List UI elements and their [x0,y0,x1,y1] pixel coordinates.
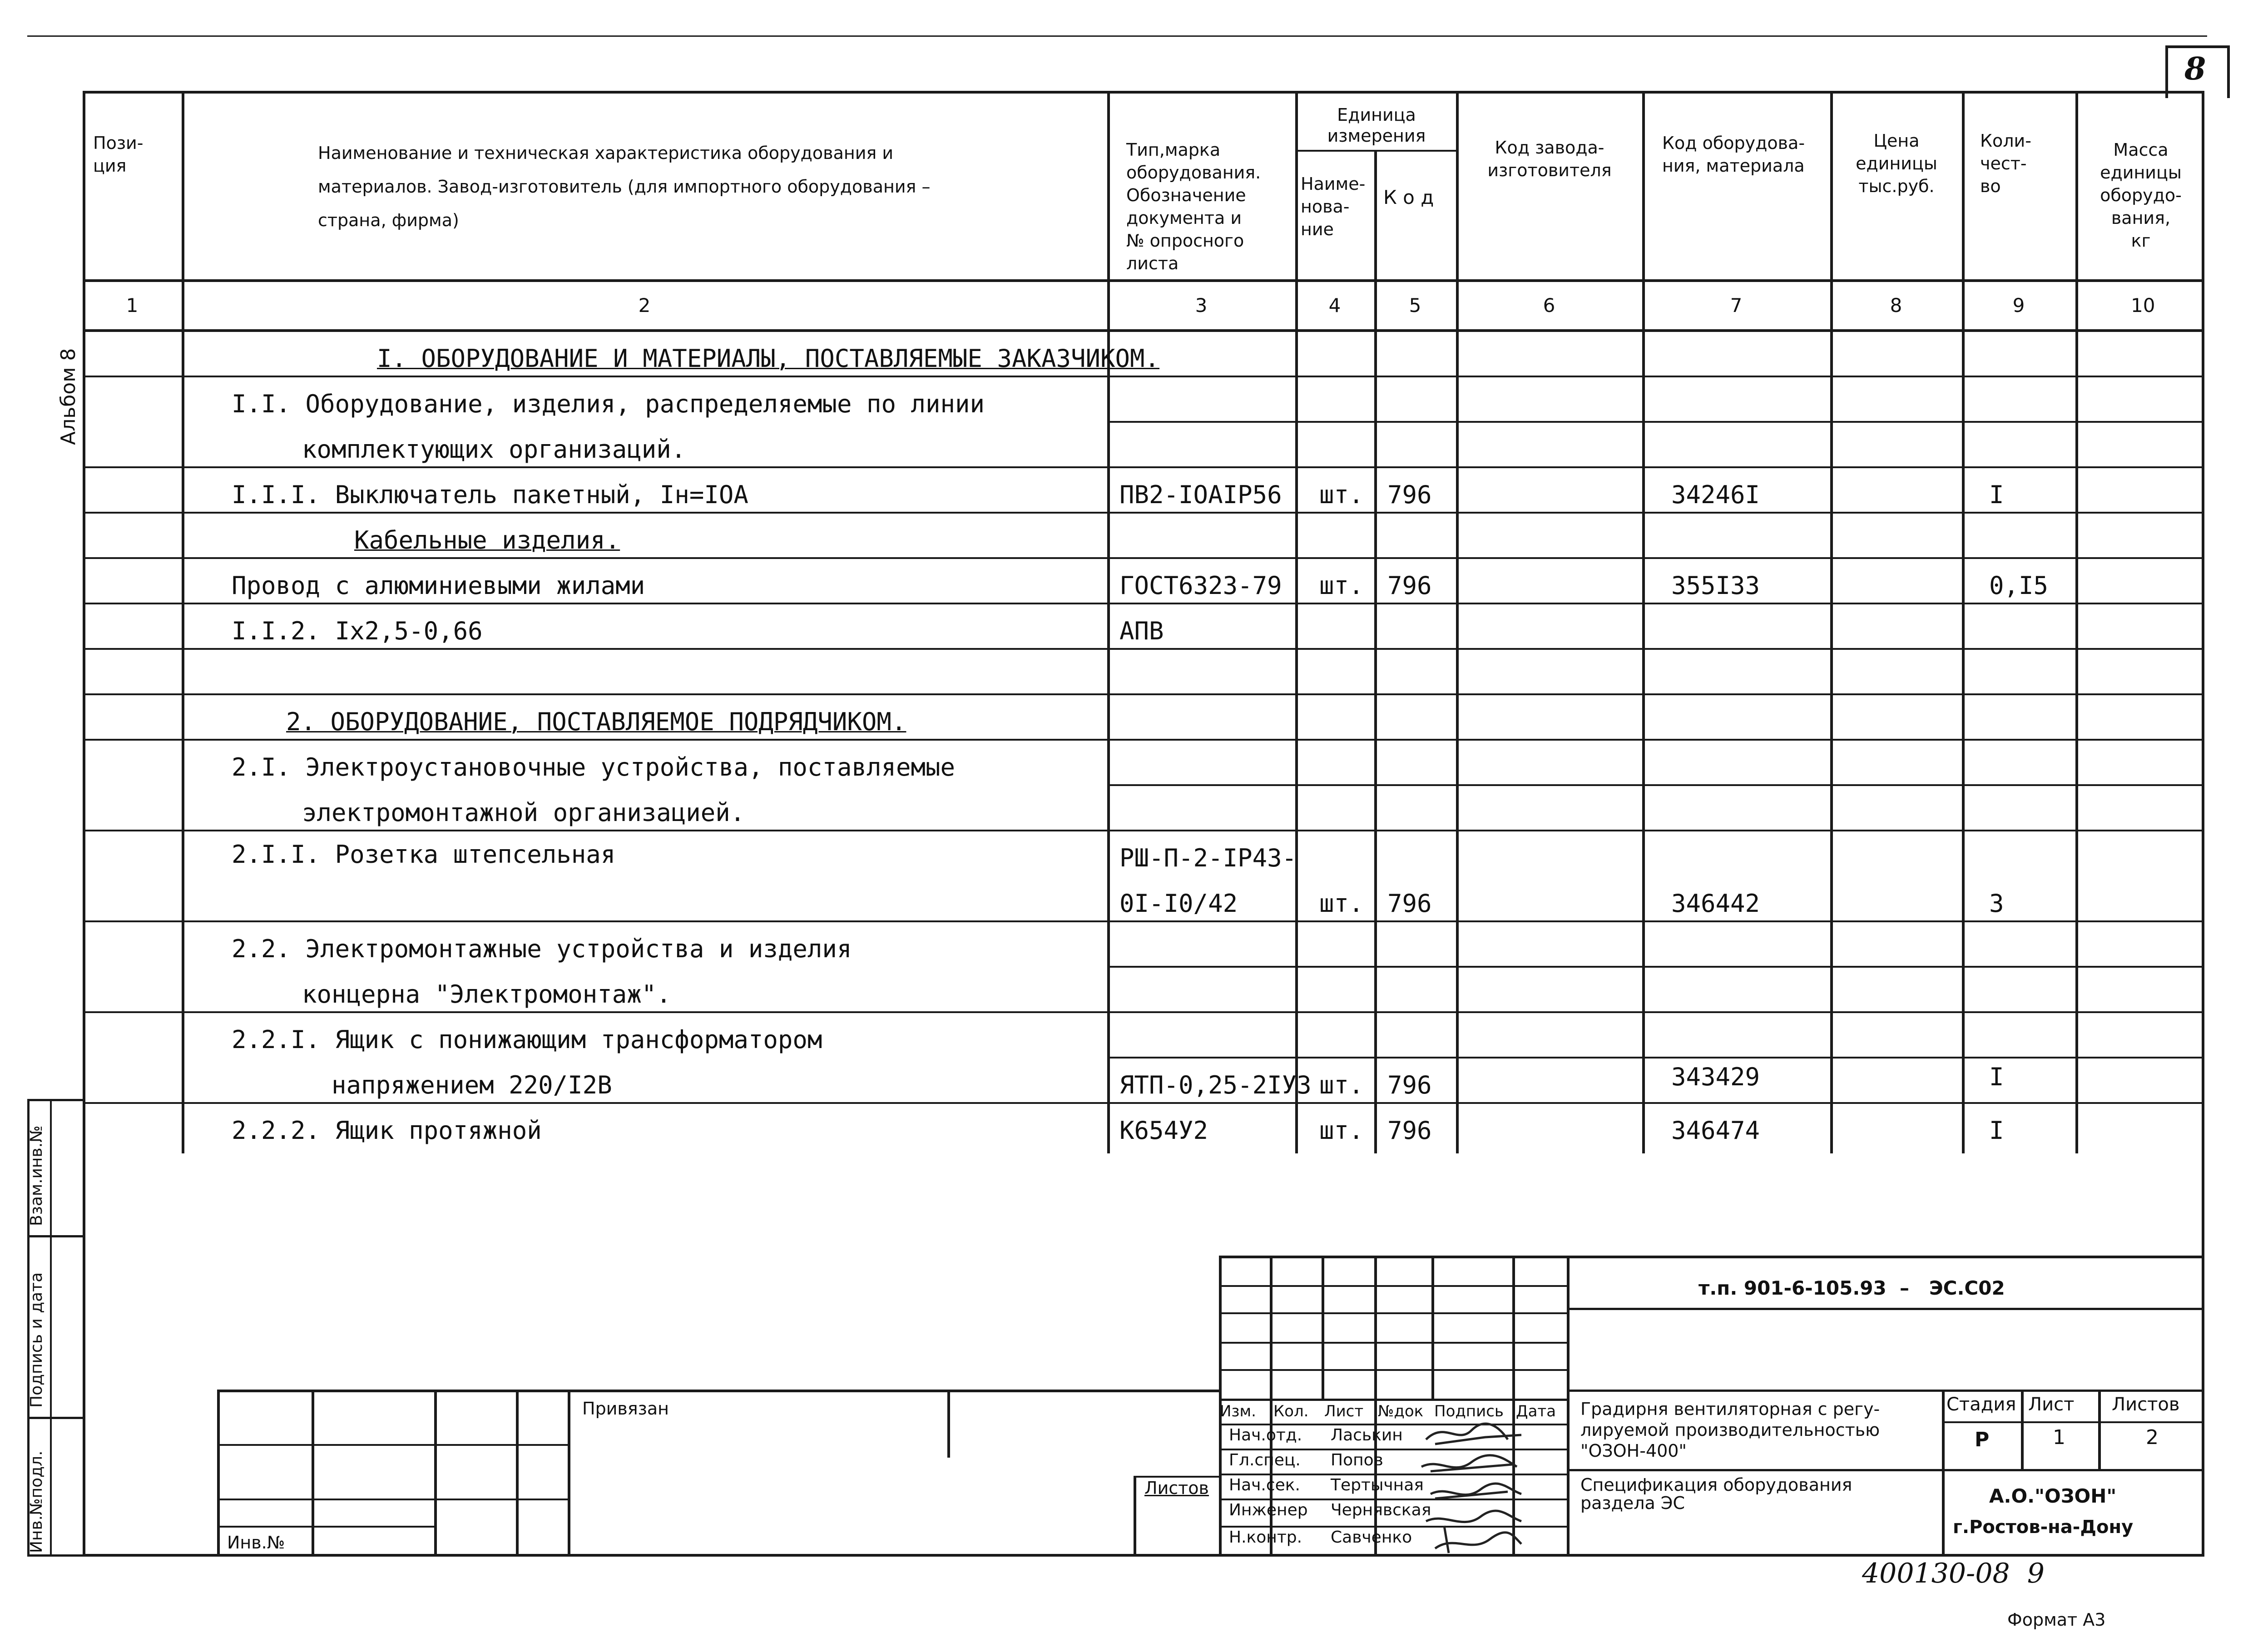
bound-inv-label: Инв.№ [227,1533,285,1553]
signature-name: Савченко [1331,1528,1412,1547]
tb-vline-2 [1322,1256,1324,1401]
tb-rhline-3 [1567,1469,2204,1471]
bound-vline-3 [516,1390,519,1557]
row-name: электромонтажной организацией. [302,798,745,827]
bound-vline-1 [312,1390,314,1557]
row-unit: шт. [1319,480,1364,509]
row-unit: шт. [1319,1071,1364,1099]
row-name: 2. ОБОРУДОВАНИЕ, ПОСТАВЛЯЕМОЕ ПОДРЯДЧИКОМ. [286,707,906,736]
row-divider [1107,966,2204,968]
vline-8 [1962,91,1965,1153]
row-type: ЯТП-0,25-2IУ3 [1119,1071,1312,1099]
column-number: 5 [1409,294,1421,317]
header-mass: Масса единицы оборудо- вания, кг [2100,140,2182,251]
tb-rhline-1 [1567,1308,2204,1310]
row-material-code: 343429 [1671,1063,1760,1091]
row-name: напряжением 220/I2В [332,1071,612,1099]
tb-rvline-2 [2021,1390,2024,1469]
vline-7 [1830,91,1833,1153]
row-divider [83,1011,2204,1013]
tb-rvline-1 [1942,1390,1945,1557]
bound-block [217,1390,1221,1557]
col-ndok-label: №док [1378,1402,1424,1420]
row-divider [83,739,2204,741]
col-list-label: Лист [1324,1402,1364,1420]
row-name: I.I. Оборудование, изделия, распределяемые по линии [232,390,985,418]
top-rule [27,35,2207,37]
row-material-code: 346442 [1671,889,1760,918]
row-unit-code: 796 [1387,571,1432,600]
col-podpis-label: Подпись [1434,1402,1504,1420]
tb-hline-4 [1219,1369,1567,1371]
column-number: 7 [1730,294,1743,317]
left-stamp-divider-2 [27,1417,83,1419]
row-divider [1107,784,2204,786]
row-name: комплектующих организаций. [302,435,686,464]
tb-rhline-2 [1567,1390,2204,1392]
row-unit-code: 796 [1387,480,1432,509]
column-number: 3 [1195,294,1208,317]
left-stamp-inner-line [50,1099,52,1557]
row-material-code: 34246I [1671,480,1760,509]
row-type: 0I-I0/42 [1119,889,1238,918]
signature-role: Нач.отд. [1229,1426,1302,1444]
row-material-code: 355I33 [1671,571,1760,600]
list-label: Лист [2028,1394,2075,1415]
org-line-2: г.Ростов-на-Дону [1953,1517,2134,1538]
row-divider [83,466,2204,468]
row-divider [83,830,2204,831]
album-label: Альбом 8 [57,348,80,445]
vline-3 [1295,91,1298,1153]
left-stamp-divider-1 [27,1235,83,1237]
row-quantity: I [1989,1063,2004,1091]
row-divider [83,603,2204,604]
row-name: Кабельные изделия. [354,526,620,554]
vline-4 [1374,150,1377,1153]
column-number: 2 [638,294,651,317]
handwritten-signatures [1417,1412,1535,1558]
header-unit-group: Единица измерения [1327,105,1426,146]
column-number: 6 [1543,294,1555,317]
signature-name: Чернявская [1331,1501,1431,1519]
bound-hline-2 [217,1444,568,1446]
sheet-title: Спецификация оборудования раздела ЭС [1580,1475,1852,1513]
bound-vline-2 [434,1390,437,1557]
vline-5 [1456,91,1459,1153]
header-position: Пози- ция [93,133,144,176]
row-divider [83,512,2204,514]
row-quantity: I [1989,1116,2004,1145]
column-number: 10 [2131,294,2155,317]
signature-name: Попов [1331,1451,1383,1469]
bound-hline-4 [1134,1476,1221,1478]
row-unit: шт. [1319,571,1364,600]
row-type: ПВ2-IOAIP56 [1119,480,1282,509]
lists-value: 2 [2146,1426,2159,1449]
row-unit: шт. [1319,889,1364,918]
tb-hline-1 [1219,1285,1567,1287]
row-quantity: 3 [1989,889,2004,918]
tb-vline-6 [1567,1256,1570,1557]
row-unit-code: 796 [1387,1071,1432,1099]
header-quantity: Коли- чест- во [1980,131,2031,196]
colnum-bottom-line [83,329,2204,332]
bound-vline-5 [947,1390,950,1458]
vline-2 [1107,91,1110,1153]
header-plant-code: Код завода- изготовителя [1487,138,1612,180]
tb-vline-4 [1431,1256,1434,1401]
row-name: концерна "Электромонтаж". [302,980,671,1009]
row-divider [83,557,2204,559]
header-type: Тип,марка оборудования. Обозначение документа и № опросного листа [1126,140,1261,273]
bound-vline-6 [1134,1476,1136,1557]
bound-hline-1 [217,1526,434,1528]
vline-1 [182,91,184,1153]
signature-name: Ласькин [1331,1426,1403,1444]
column-number: 9 [2012,294,2025,317]
row-quantity: I [1989,480,2004,509]
row-type: К654У2 [1119,1116,1208,1145]
row-quantity: 0,I5 [1989,571,2049,600]
signature-role: Нач.сек. [1229,1476,1300,1494]
column-number: 1 [126,294,139,317]
tb-hline-3 [1219,1342,1567,1344]
signature-role: Н.контр. [1229,1528,1302,1547]
header-price: Цена единицы тыс.руб. [1856,131,1937,196]
row-type: АПВ [1119,617,1164,645]
left-stamp-inv-podl: Инв.№подл. [27,1450,46,1553]
row-divider [83,1102,2204,1104]
left-stamp-podpis: Подпись и дата [27,1272,46,1408]
row-unit-code: 796 [1387,889,1432,918]
column-number: 4 [1328,294,1341,317]
row-name: I.I.2. Iх2,5-0,66 [232,617,483,645]
handwritten-archive-code: 400130-08 9 [1862,1558,2045,1589]
signature-role: Гл.спец. [1229,1451,1301,1469]
tb-rvline-3 [2098,1390,2101,1469]
row-name: 2.2.2. Ящик протяжной [232,1116,542,1145]
col-data-label: Дата [1516,1402,1556,1420]
list-value: 1 [2053,1426,2065,1449]
page-number: 8 [2184,51,2206,87]
header-material-code: Код оборудова- ния, материала [1662,133,1805,176]
left-stamp-vzam: Взам.инв.№ [27,1125,46,1226]
header-bottom-line [83,279,2204,282]
row-material-code: 346474 [1671,1116,1760,1145]
header-name: Наименование и техническая характеристика оборудования и материалов. Завод-изготовитель (для импортного оборудования – страна, фирма) [318,143,931,230]
lists-label: Листов [2112,1394,2180,1415]
row-name: I.I.I. Выключатель пакетный, Iн=IOA [232,480,748,509]
vline-6 [1642,91,1645,1153]
row-name: 2.2. Электромонтажные устройства и изделия [232,935,852,963]
row-name: 2.I.I. Розетка штепсельная [232,840,616,869]
row-unit-code: 796 [1387,1116,1432,1145]
row-unit: шт. [1319,1116,1364,1145]
row-name: I. ОБОРУДОВАНИЕ И МАТЕРИАЛЫ, ПОСТАВЛЯЕМЫЕ ЗАКАЗЧИКОМ. [377,344,1160,373]
bound-label: Привязан [582,1399,669,1419]
row-divider [83,693,2204,695]
tb-hline-2 [1219,1312,1567,1314]
stage-value: Р [1975,1428,1990,1451]
row-name: 2.2.I. Ящик с понижающим трансформатором [232,1025,822,1054]
row-divider [1107,421,2204,423]
bound-vline-4 [568,1390,570,1557]
org-line-1: А.О."ОЗОН" [1989,1485,2117,1507]
row-divider [83,376,2204,377]
column-number: 8 [1890,294,1902,317]
row-divider [83,648,2204,650]
col-kol-label: Кол. [1273,1402,1309,1420]
header-unit-name: Наиме- нова- ние [1301,174,1366,239]
row-divider [83,920,2204,922]
object-title: Градирня вентиляторная с регу- лируемой производительностью "ОЗОН-400" [1580,1399,1880,1461]
signature-role: Инженер [1229,1501,1308,1519]
row-name: Провод с алюминиевыми жилами [232,571,645,600]
stage-label: Стадия [1946,1394,2016,1415]
bound-listov-label: Листов [1144,1478,1209,1498]
row-name: 2.I. Электроустановочные устройства, поставляемые [232,753,956,781]
row-type: ГОСТ6323-79 [1119,571,1282,600]
doc-code: т.п. 901-6-105.93 – ЭС.С02 [1698,1277,2005,1299]
tb-hline-5 [1219,1399,1567,1401]
row-divider [1107,1057,2204,1058]
tb-rhline-4 [1942,1421,2204,1423]
row-type: РШ-П-2-IP43- [1119,844,1297,872]
header-unit-code: К о д [1383,186,1434,208]
col-izm-label: Изм. [1220,1402,1256,1420]
format-label: Формат А3 [2007,1610,2106,1630]
signature-name: Тертычная [1331,1476,1424,1494]
bound-hline-3 [217,1499,568,1500]
